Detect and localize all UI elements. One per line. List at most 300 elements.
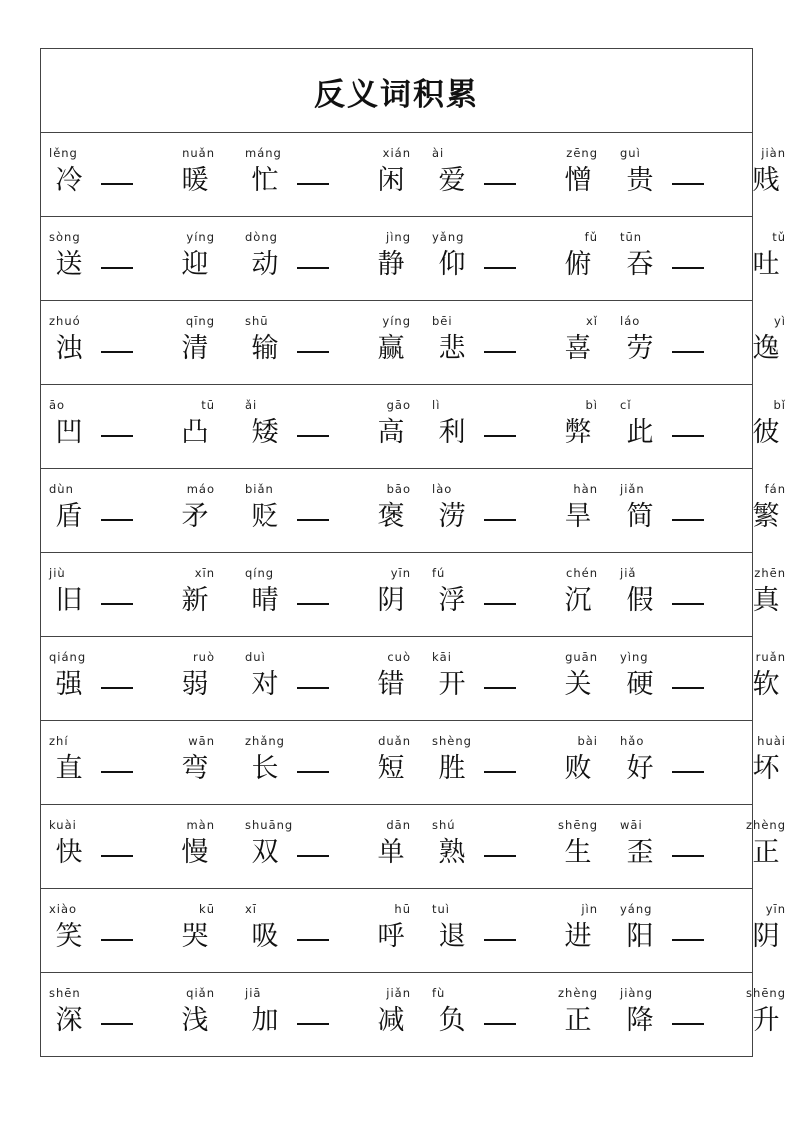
em-dash-separator xyxy=(484,267,516,269)
pinyin-label: tū xyxy=(201,398,215,412)
word-left xyxy=(424,889,464,972)
hanzi-character: 升 xyxy=(752,1005,780,1036)
word-left xyxy=(41,637,87,720)
antonym-pair xyxy=(237,553,415,636)
antonym-pair xyxy=(41,637,219,720)
word-left xyxy=(41,301,81,384)
hanzi-character: 矛 xyxy=(181,501,209,532)
pinyin-label: máng xyxy=(245,146,282,160)
pinyin-label: cuò xyxy=(387,650,411,664)
pinyin-label: jìn xyxy=(581,902,598,916)
antonym-pair xyxy=(41,133,219,216)
word-left xyxy=(612,973,652,1056)
antonym-pair xyxy=(424,133,602,216)
em-dash-separator xyxy=(672,603,704,605)
word-left xyxy=(424,637,464,720)
pinyin-label: yíng xyxy=(186,230,215,244)
hanzi-character: 吐 xyxy=(752,249,780,280)
title-row xyxy=(41,49,752,133)
pinyin-label: shēn xyxy=(49,986,81,1000)
hanzi-character: 胜 xyxy=(438,753,466,784)
pinyin-label: màn xyxy=(186,818,215,832)
antonym-pair xyxy=(612,553,790,636)
hanzi-character: 暖 xyxy=(181,165,209,196)
pinyin-label: chén xyxy=(566,566,598,580)
word-left xyxy=(612,721,652,804)
pinyin-label: shēng xyxy=(746,986,786,1000)
pinyin-label: yīn xyxy=(765,902,786,916)
word-right xyxy=(375,805,415,888)
hanzi-character: 贵 xyxy=(626,165,654,196)
hanzi-character: 退 xyxy=(438,921,466,952)
pinyin-label: bāo xyxy=(386,482,411,496)
hanzi-character: 好 xyxy=(626,753,654,784)
hanzi-character: 悲 xyxy=(438,333,466,364)
word-right xyxy=(562,637,602,720)
antonym-row xyxy=(41,805,786,889)
hanzi-character: 阴 xyxy=(752,921,780,952)
em-dash-separator xyxy=(297,183,329,185)
pinyin-label: bēi xyxy=(432,314,453,328)
word-right xyxy=(179,721,219,804)
pinyin-label: jiàng xyxy=(620,986,654,1000)
em-dash-separator xyxy=(672,771,704,773)
pinyin-label: lào xyxy=(432,482,453,496)
pinyin-label: sòng xyxy=(49,230,81,244)
em-dash-separator xyxy=(297,351,329,353)
pinyin-label: jìng xyxy=(386,230,411,244)
hanzi-character: 软 xyxy=(752,669,780,700)
word-left xyxy=(237,133,282,216)
word-right xyxy=(375,553,415,636)
word-left xyxy=(424,385,464,468)
pinyin-label: dùn xyxy=(49,482,74,496)
pinyin-label: xī xyxy=(245,902,258,916)
hanzi-character: 新 xyxy=(181,585,209,616)
antonym-row xyxy=(41,637,786,721)
antonym-pair xyxy=(424,553,602,636)
pinyin-label: āo xyxy=(49,398,66,412)
hanzi-character: 浮 xyxy=(438,585,466,616)
hanzi-character: 劳 xyxy=(626,333,654,364)
word-right xyxy=(179,385,219,468)
word-right xyxy=(179,133,219,216)
hanzi-character: 阳 xyxy=(626,921,654,952)
hanzi-character: 强 xyxy=(55,669,83,700)
hanzi-character: 此 xyxy=(626,417,654,448)
em-dash-separator xyxy=(484,519,516,521)
pinyin-label: zhèng xyxy=(558,986,598,1000)
hanzi-character: 涝 xyxy=(438,501,466,532)
em-dash-separator xyxy=(297,435,329,437)
em-dash-separator xyxy=(297,519,329,521)
word-right xyxy=(746,973,790,1056)
hanzi-character: 吞 xyxy=(626,249,654,280)
antonym-pair xyxy=(237,385,415,468)
antonym-pair xyxy=(237,217,415,300)
pinyin-label: fú xyxy=(432,566,446,580)
hanzi-character: 加 xyxy=(251,1005,279,1036)
pinyin-label: guān xyxy=(565,650,598,664)
word-right xyxy=(179,889,219,972)
antonym-pair xyxy=(41,973,219,1056)
word-right xyxy=(179,805,219,888)
hanzi-character: 假 xyxy=(626,585,654,616)
em-dash-separator xyxy=(101,939,133,941)
antonym-pair xyxy=(612,721,790,804)
pinyin-label: duǎn xyxy=(378,734,411,748)
hanzi-character: 双 xyxy=(251,837,279,868)
pinyin-label: duì xyxy=(245,650,266,664)
hanzi-character: 直 xyxy=(55,753,83,784)
pinyin-label: kū xyxy=(199,902,215,916)
word-left xyxy=(424,973,464,1056)
antonym-pair xyxy=(41,553,219,636)
word-right xyxy=(750,301,790,384)
word-left xyxy=(612,385,652,468)
antonym-pair xyxy=(424,973,602,1056)
antonym-pair xyxy=(424,805,602,888)
pinyin-label: qíng xyxy=(245,566,275,580)
pinyin-label: xīn xyxy=(194,566,215,580)
word-right xyxy=(375,637,415,720)
em-dash-separator xyxy=(484,351,516,353)
em-dash-separator xyxy=(101,771,133,773)
word-right xyxy=(750,217,790,300)
pinyin-label: xǐ xyxy=(585,314,598,328)
word-left xyxy=(612,469,652,552)
pinyin-label: cǐ xyxy=(620,398,632,412)
hanzi-character: 弯 xyxy=(181,753,209,784)
pinyin-label: tuì xyxy=(432,902,450,916)
em-dash-separator xyxy=(484,183,516,185)
em-dash-separator xyxy=(101,1023,133,1025)
word-right xyxy=(750,721,790,804)
em-dash-separator xyxy=(297,267,329,269)
word-left xyxy=(237,553,277,636)
pinyin-label: zhuó xyxy=(49,314,81,328)
antonym-pair xyxy=(612,133,790,216)
antonym-row xyxy=(41,889,786,973)
hanzi-character: 简 xyxy=(626,501,654,532)
word-left xyxy=(237,805,294,888)
em-dash-separator xyxy=(101,687,133,689)
word-left xyxy=(612,805,652,888)
pinyin-label: tǔ xyxy=(772,230,786,244)
pinyin-label: qiǎn xyxy=(186,986,215,1000)
em-dash-separator xyxy=(484,855,516,857)
word-right xyxy=(179,637,219,720)
antonym-pair xyxy=(612,889,790,972)
pinyin-label: xiào xyxy=(49,902,78,916)
pinyin-label: hǎo xyxy=(620,734,645,748)
em-dash-separator xyxy=(484,687,516,689)
em-dash-separator xyxy=(672,939,704,941)
pinyin-label: lěng xyxy=(49,146,78,160)
hanzi-character: 熟 xyxy=(438,837,466,868)
pinyin-label: hū xyxy=(394,902,411,916)
em-dash-separator xyxy=(672,1023,704,1025)
hanzi-character: 弱 xyxy=(181,669,209,700)
hanzi-character: 生 xyxy=(564,837,592,868)
hanzi-character: 歪 xyxy=(626,837,654,868)
hanzi-character: 彼 xyxy=(752,417,780,448)
em-dash-separator xyxy=(672,519,704,521)
hanzi-character: 关 xyxy=(564,669,592,700)
word-right xyxy=(375,973,415,1056)
em-dash-separator xyxy=(672,687,704,689)
word-left xyxy=(237,469,277,552)
hanzi-character: 吸 xyxy=(251,921,279,952)
word-right xyxy=(750,637,790,720)
antonym-pair xyxy=(41,217,219,300)
hanzi-character: 坏 xyxy=(752,753,780,784)
em-dash-separator xyxy=(484,603,516,605)
antonym-row xyxy=(41,385,786,469)
pinyin-label: bì xyxy=(585,398,598,412)
antonym-row xyxy=(41,973,786,1056)
word-left xyxy=(612,301,652,384)
antonym-pair xyxy=(424,721,602,804)
hanzi-character: 硬 xyxy=(626,669,654,700)
hanzi-character: 矮 xyxy=(251,417,279,448)
em-dash-separator xyxy=(672,183,704,185)
antonym-pair xyxy=(237,805,415,888)
antonym-row xyxy=(41,553,786,637)
word-left xyxy=(424,469,464,552)
hanzi-character: 喜 xyxy=(564,333,592,364)
pinyin-label: ruǎn xyxy=(755,650,786,664)
hanzi-character: 单 xyxy=(377,837,405,868)
hanzi-character: 沉 xyxy=(564,585,592,616)
hanzi-character: 爱 xyxy=(438,165,466,196)
pinyin-label: yíng xyxy=(382,314,411,328)
antonym-row xyxy=(41,469,786,553)
word-right xyxy=(375,301,415,384)
antonym-pair xyxy=(424,469,602,552)
hanzi-character: 俯 xyxy=(564,249,592,280)
hanzi-character: 贱 xyxy=(752,165,780,196)
word-right xyxy=(562,385,602,468)
pinyin-label: qiáng xyxy=(49,650,87,664)
pinyin-label: xián xyxy=(382,146,411,160)
word-right xyxy=(179,553,219,636)
pinyin-label: zhèng xyxy=(746,818,786,832)
word-right xyxy=(179,973,219,1056)
em-dash-separator xyxy=(101,855,133,857)
antonym-pair xyxy=(237,637,415,720)
antonym-pair xyxy=(612,973,790,1056)
pinyin-label: fù xyxy=(432,986,446,1000)
word-right xyxy=(179,217,219,300)
word-left xyxy=(41,973,81,1056)
pinyin-label: kāi xyxy=(432,650,452,664)
word-right xyxy=(562,889,602,972)
hanzi-character: 闲 xyxy=(377,165,405,196)
antonym-pair xyxy=(41,469,219,552)
word-left xyxy=(612,889,652,972)
antonym-worksheet xyxy=(40,48,786,1057)
em-dash-separator xyxy=(484,939,516,941)
hanzi-character: 慢 xyxy=(181,837,209,868)
word-left xyxy=(237,637,277,720)
em-dash-separator xyxy=(297,771,329,773)
em-dash-separator xyxy=(101,351,133,353)
hanzi-character: 浅 xyxy=(181,1005,209,1036)
antonym-pair xyxy=(237,133,415,216)
em-dash-separator xyxy=(101,603,133,605)
pinyin-label: dān xyxy=(386,818,411,832)
hanzi-character: 浊 xyxy=(55,333,83,364)
antonym-pair xyxy=(424,301,602,384)
hanzi-character: 褒 xyxy=(377,501,405,532)
hanzi-character: 正 xyxy=(752,837,780,868)
word-left xyxy=(424,721,472,804)
antonym-pair xyxy=(612,301,790,384)
word-right xyxy=(750,385,790,468)
pinyin-label: shuāng xyxy=(245,818,294,832)
antonym-table xyxy=(41,133,786,1056)
antonym-pair xyxy=(41,889,219,972)
pinyin-label: yīn xyxy=(390,566,411,580)
hanzi-character: 进 xyxy=(564,921,592,952)
pinyin-label: ǎi xyxy=(245,398,258,412)
word-left xyxy=(41,385,81,468)
word-left xyxy=(41,805,81,888)
pinyin-label: ài xyxy=(432,146,445,160)
pinyin-label: kuài xyxy=(49,818,77,832)
pinyin-label: guì xyxy=(620,146,641,160)
pinyin-label: huài xyxy=(757,734,786,748)
word-left xyxy=(237,217,277,300)
word-left xyxy=(612,637,652,720)
word-right xyxy=(562,553,602,636)
pinyin-label: jiù xyxy=(49,566,66,580)
word-right xyxy=(750,133,790,216)
hanzi-character: 弊 xyxy=(564,417,592,448)
hanzi-character: 减 xyxy=(377,1005,405,1036)
word-left xyxy=(41,469,81,552)
hanzi-character: 旧 xyxy=(55,585,83,616)
word-right xyxy=(562,469,602,552)
word-left xyxy=(41,217,81,300)
em-dash-separator xyxy=(672,351,704,353)
em-dash-separator xyxy=(297,939,329,941)
pinyin-label: láo xyxy=(620,314,641,328)
word-left xyxy=(237,385,277,468)
word-left xyxy=(237,301,277,384)
word-right xyxy=(562,217,602,300)
em-dash-separator xyxy=(297,603,329,605)
hanzi-character: 错 xyxy=(377,669,405,700)
antonym-row xyxy=(41,301,786,385)
antonym-pair xyxy=(237,973,415,1056)
word-right xyxy=(746,805,790,888)
hanzi-character: 快 xyxy=(55,837,83,868)
word-right xyxy=(750,889,790,972)
em-dash-separator xyxy=(297,1023,329,1025)
hanzi-character: 繁 xyxy=(752,501,780,532)
antonym-pair xyxy=(612,385,790,468)
pinyin-label: gāo xyxy=(386,398,411,412)
word-left xyxy=(237,973,277,1056)
hanzi-character: 呼 xyxy=(377,921,405,952)
word-left xyxy=(237,721,285,804)
em-dash-separator xyxy=(672,267,704,269)
word-left xyxy=(612,133,652,216)
pinyin-label: jiàn xyxy=(761,146,786,160)
hanzi-character: 盾 xyxy=(55,501,83,532)
pinyin-label: shēng xyxy=(558,818,598,832)
antonym-pair xyxy=(237,721,415,804)
word-right xyxy=(375,217,415,300)
word-right xyxy=(562,721,602,804)
word-right xyxy=(558,973,602,1056)
word-left xyxy=(237,889,277,972)
antonym-pair xyxy=(612,637,790,720)
word-left xyxy=(41,889,81,972)
word-left xyxy=(424,217,464,300)
word-right xyxy=(375,469,415,552)
em-dash-separator xyxy=(101,519,133,521)
antonym-pair xyxy=(612,805,790,888)
word-right xyxy=(375,133,415,216)
pinyin-label: yì xyxy=(773,314,786,328)
pinyin-label: fǔ xyxy=(584,230,598,244)
pinyin-label: lì xyxy=(432,398,441,412)
antonym-pair xyxy=(424,385,602,468)
word-left xyxy=(612,553,652,636)
em-dash-separator xyxy=(101,183,133,185)
hanzi-character: 短 xyxy=(377,753,405,784)
hanzi-character: 迎 xyxy=(181,249,209,280)
pinyin-label: bài xyxy=(577,734,598,748)
pinyin-label: nuǎn xyxy=(182,146,215,160)
antonym-row xyxy=(41,133,786,217)
pinyin-label: fán xyxy=(764,482,786,496)
word-right xyxy=(179,301,219,384)
pinyin-label: zhǎng xyxy=(245,734,285,748)
pinyin-label: shèng xyxy=(432,734,472,748)
hanzi-character: 动 xyxy=(251,249,279,280)
pinyin-label: dòng xyxy=(245,230,278,244)
page-title: 反义词积累 xyxy=(314,77,479,113)
antonym-pair xyxy=(424,637,602,720)
hanzi-character: 降 xyxy=(626,1005,654,1036)
hanzi-character: 正 xyxy=(564,1005,592,1036)
em-dash-separator xyxy=(101,267,133,269)
em-dash-separator xyxy=(672,855,704,857)
pinyin-label: yáng xyxy=(620,902,653,916)
hanzi-character: 晴 xyxy=(251,585,279,616)
antonym-pair xyxy=(41,301,219,384)
pinyin-label: ruò xyxy=(192,650,215,664)
word-left xyxy=(424,553,464,636)
antonym-pair xyxy=(41,805,219,888)
pinyin-label: wāi xyxy=(620,818,643,832)
em-dash-separator xyxy=(484,435,516,437)
antonym-row xyxy=(41,721,786,805)
pinyin-label: jiǎn xyxy=(620,482,645,496)
hanzi-character: 凸 xyxy=(181,417,209,448)
pinyin-label: tūn xyxy=(620,230,643,244)
pinyin-label: jiǎ xyxy=(620,566,637,580)
hanzi-character: 贬 xyxy=(251,501,279,532)
pinyin-label: qīng xyxy=(185,314,215,328)
word-right xyxy=(375,889,415,972)
antonym-pair xyxy=(237,889,415,972)
hanzi-character: 清 xyxy=(181,333,209,364)
